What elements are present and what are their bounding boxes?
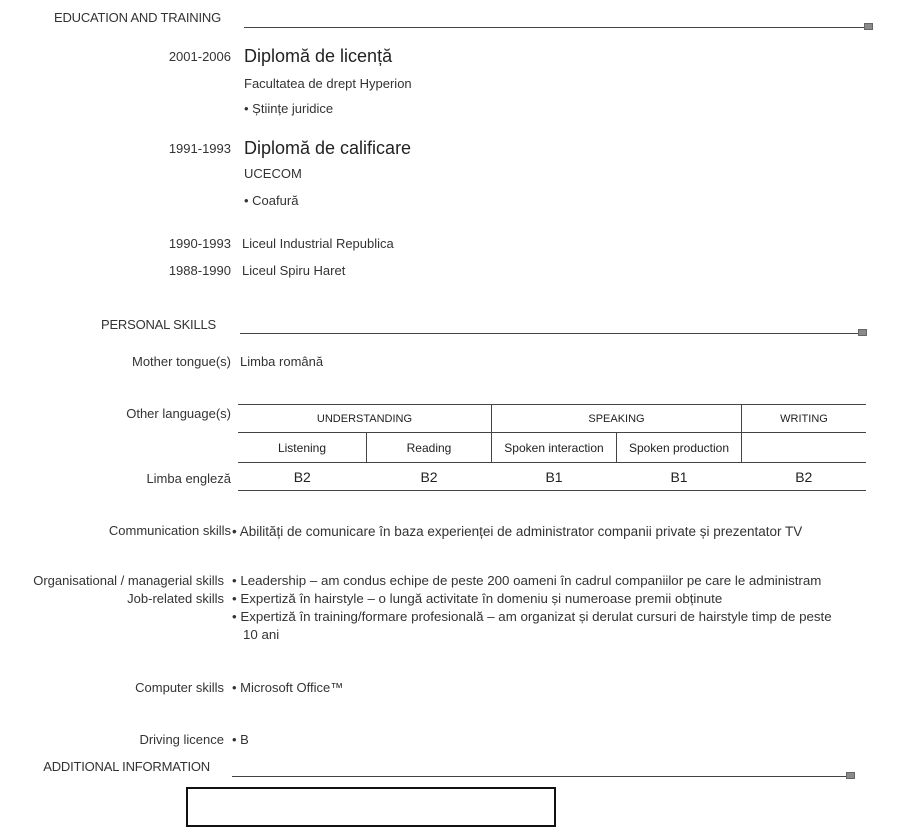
level-listening: B2 [238,463,367,491]
blank-box [186,787,556,827]
driving-licence-label: Driving licence [139,732,224,747]
driving-licence-value: • B [232,732,249,747]
header-speaking: SPEAKING [492,405,742,433]
edu-dates: 1988-1990 [168,263,231,278]
organisational-label: Organisational / managerial skills [33,573,224,588]
language-table [238,404,866,491]
header-understanding: UNDERSTANDING [238,405,492,433]
level-spoken-interaction: B1 [492,463,617,491]
sub-reading: Reading [367,433,492,463]
mother-tongue-value: Limba română [240,354,324,369]
language-name: Limba engleză [146,471,231,486]
section-divider [244,27,864,28]
edu-title: Diplomă de licență [244,46,393,66]
skill-item: • Expertiză în hairstyle – o lungă activitate în domeniu și numeroase premii obținute [232,591,722,606]
skill-item: • Leadership – am condus echipe de peste 200 oameni în cadrul companiilor pe care le administram [232,573,821,588]
edu-institution: Facultatea de drept Hyperion [244,76,412,91]
level-spoken-production: B1 [617,463,742,491]
edu-dates: 1990-1993 [168,236,231,251]
section-title-education: EDUCATION AND TRAINING [53,10,221,25]
section-divider [240,333,858,334]
job-related-label: Job-related skills [127,591,224,606]
skill-item-continuation: 10 ani [243,627,280,642]
communication-label: Communication skills [108,523,231,538]
section-divider-marker [864,23,873,30]
section-divider-marker [846,772,855,779]
sub-spoken-production: Spoken production [617,433,742,463]
computer-skills-value: • Microsoft Office™ [232,680,343,695]
level-writing: B2 [742,463,867,491]
section-title-personal: PERSONAL SKILLS [100,317,216,332]
mother-tongue-label: Mother tongue(s) [132,354,231,369]
skill-item: • Expertiză în training/formare profesională – am organizat și derulat cursuri de hairstyle timp de peste [232,609,832,624]
header-writing: WRITING [742,405,867,433]
sub-listening: Listening [238,433,367,463]
other-languages-label: Other language(s) [126,406,231,421]
edu-dates: 1991-1993 [168,141,231,156]
level-reading: B2 [367,463,492,491]
edu-subject: • Științe juridice [244,101,333,116]
edu-title: Liceul Industrial Republica [242,236,394,251]
edu-dates: 2001-2006 [168,49,231,64]
section-title-additional: ADDITIONAL INFORMATION [43,759,210,774]
sub-writing-blank [742,433,867,463]
edu-institution: UCECOM [244,166,302,181]
section-divider [232,776,846,777]
sub-spoken-interaction: Spoken interaction [492,433,617,463]
section-divider-marker [858,329,867,336]
edu-subject: • Coafură [244,193,298,208]
edu-title: Liceul Spiru Haret [242,263,346,278]
communication-value: • Abilități de comunicare în baza experienței de administrator companii private și prezentator TV [232,524,802,539]
computer-skills-label: Computer skills [135,680,224,695]
edu-title: Diplomă de calificare [244,138,412,158]
